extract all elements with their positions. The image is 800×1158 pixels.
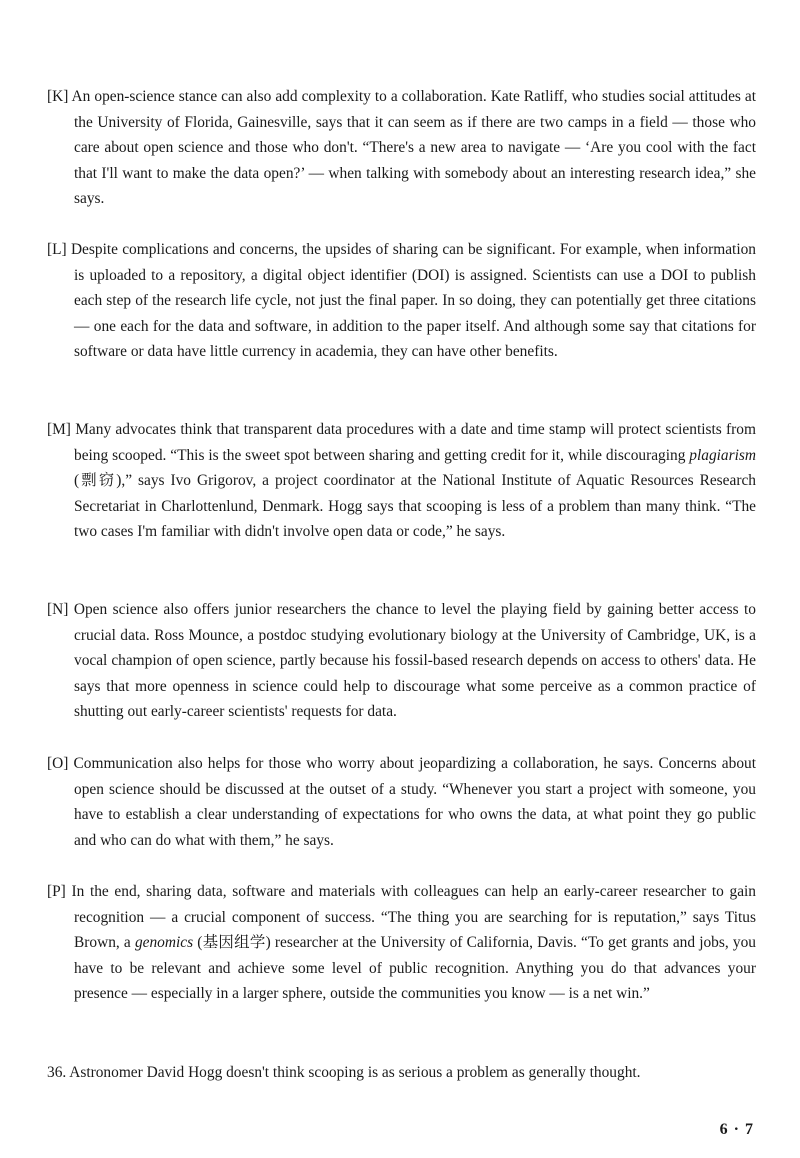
paragraph-text: Despite complications and concerns, the upsides of sharing can be significant. For example, when information is uploaded to a repository, a digital object identifier (DOI) is assigned. Scientists can use a DOI to publish each step of the research life cycle, not just the final paper. In so doing, they can potentially get three citations — one each for the data and software, in addition to the paper itself. And although some say that citations for software or data have little currency in academia, they can have other benefits. <box>70 241 756 361</box>
paragraph-label: [P] <box>47 883 66 900</box>
vocabulary-term: genomics <box>134 934 194 952</box>
paragraph-text: An open-science stance can also add complexity to a collaboration. Kate Ratliff, who studies social attitudes at the University of Florida, Gainesville, says that it can seem as if there are two camps in a field — those who care about open science and those who don't. “There's a new area to navigate — ‘Are you cool with the fact that I'll want to make the data open?’ — when talking with somebody about an interesting research idea,” she says. <box>71 88 757 208</box>
paragraph-label: [K] <box>47 88 69 105</box>
paragraph-k <box>47 84 756 212</box>
paragraph-n <box>47 597 756 725</box>
paragraph-text: Open science also offers junior researchers the chance to level the playing field by gaining better access to crucial data. Ross Mounce, a postdoc studying evolutionary biology at the University of Cambridge, UK, is a vocal champion of open science, partly because his fossil-based research depends on access to others' data. He says that more openness in science could help to discourage what some perceive as a common practice of shutting out early-career scientists' requests for data. <box>73 601 756 721</box>
paragraph-p <box>47 879 756 1007</box>
vocabulary-term: plagiarism <box>689 446 756 464</box>
paragraph-label: [O] <box>47 755 69 772</box>
paragraph-text: Communication also helps for those who worry about jeopardizing a collaboration, he says. Concerns about open science should be discussed at the outset of a study. “Whenever you start a project with someone, you have to establish a clear understanding of expectations for who owns the data, at what point they go public and who can do what with them,” he says. <box>73 755 756 849</box>
paragraph-m <box>47 417 756 545</box>
paragraph-label: [L] <box>47 241 67 258</box>
paragraph-label: [N] <box>47 601 69 618</box>
paragraph-l <box>47 237 756 365</box>
chinese-gloss: (基因组学) <box>193 934 271 952</box>
paragraph-text: In the end, sharing data, software and materials with colleagues can help an early-career researcher to gain recognition — a crucial component of success. “The thing you are searching for is reputation,” says Titus Brown, a <box>71 883 756 952</box>
paragraph-text: researcher at the University of California, Davis. “To get grants and jobs, you have to be relevant and achieve some level of public recognition. Anything you do that advances your presence — especially in a larger sphere, outside the communities you know — is a net win.” <box>74 934 756 1003</box>
paragraph-label: [M] <box>47 421 71 438</box>
page-number: 6 · 7 <box>719 1121 754 1138</box>
chinese-gloss: (剽窃), <box>74 472 126 490</box>
paragraph-o <box>47 751 756 853</box>
question-36: 36. Astronomer David Hogg doesn't think scooping is as serious a problem as generally thought. <box>47 1064 641 1081</box>
paragraph-text: ” says Ivo Grigorov, a project coordinator at the National Institute of Aquatic Resources Research Secretariat in Charlottenlund, Denmark. Hogg says that scooping is less of a problem than many think. “The two cases I'm familiar with didn't involve open data or code,” he says. <box>74 472 756 541</box>
paragraph-text: Many advocates think that transparent data procedures with a date and time stamp will protect scientists from being scooped. “This is the sweet spot between sharing and getting credit for it, while discouraging <box>74 421 756 464</box>
